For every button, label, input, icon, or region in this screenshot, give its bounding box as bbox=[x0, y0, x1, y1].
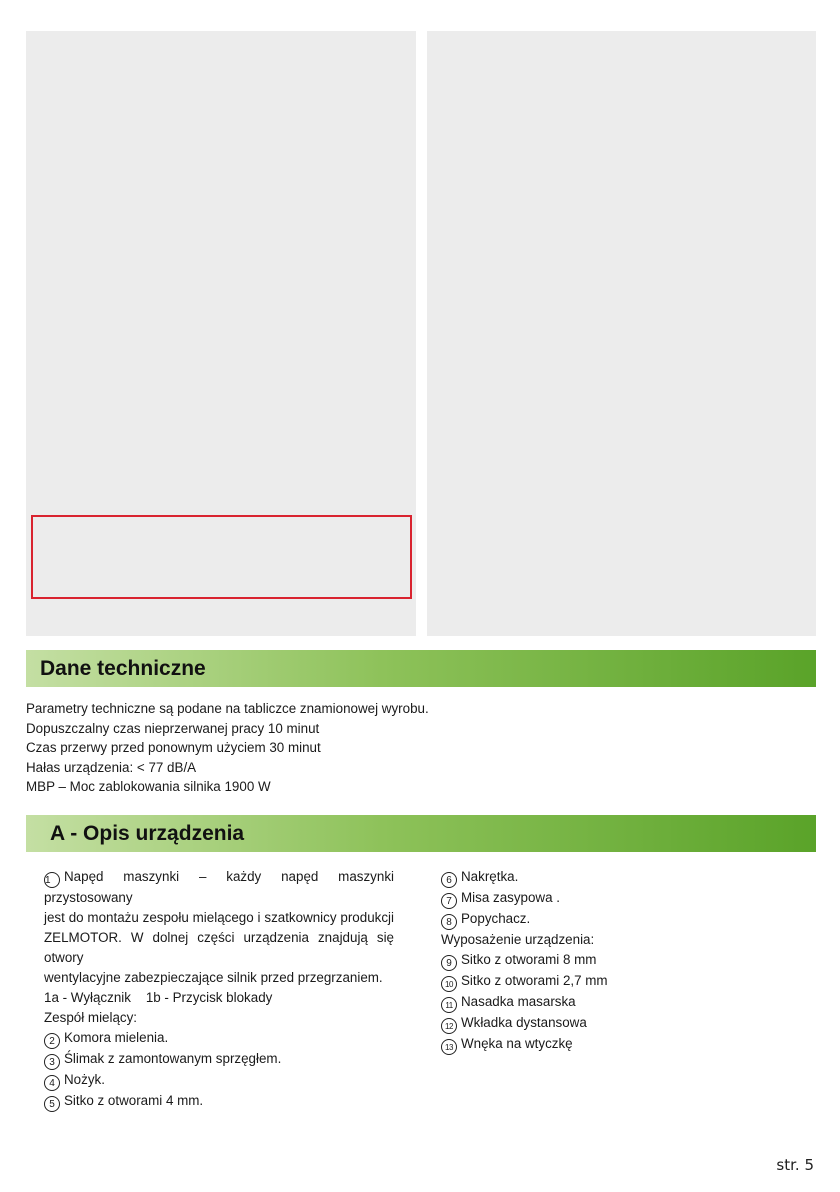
number-marker: 5 bbox=[44, 1096, 60, 1112]
tech-line: Czas przerwy przed ponownym użyciem 30 minut bbox=[26, 740, 321, 755]
item-line: ZELMOTOR. W dolnej części urządzenia znajdują się otwory bbox=[44, 930, 394, 965]
item-line: wentylacyjne zabezpieczające silnik przed przegrzaniem. bbox=[44, 970, 383, 985]
number-marker: 13 bbox=[441, 1039, 457, 1055]
list-item: 13 Wnęka na wtyczkę bbox=[441, 1034, 801, 1055]
list-item: 9 Sitko z otworami 8 mm bbox=[441, 950, 801, 971]
list-item: 6 Nakrętka. bbox=[441, 867, 801, 888]
list-item: 4 Nożyk. bbox=[44, 1070, 394, 1091]
number-marker: 9 bbox=[441, 955, 457, 971]
section-header-dane bbox=[26, 650, 816, 687]
list-item: 10 Sitko z otworami 2,7 mm bbox=[441, 971, 801, 992]
page-number: str. 5 bbox=[776, 1156, 814, 1174]
list-item: 11 Nasadka masarska bbox=[441, 992, 801, 1013]
list-item: 12 Wkładka dystansowa bbox=[441, 1013, 801, 1034]
number-marker: 10 bbox=[441, 976, 457, 992]
number-marker: 12 bbox=[441, 1018, 457, 1034]
list-item: 3 Ślimak z zamontowanym sprzęgłem. bbox=[44, 1049, 394, 1070]
tech-line: MBP – Moc zablokowania silnika 1900 W bbox=[26, 779, 271, 794]
number-marker: 4 bbox=[44, 1075, 60, 1091]
number-marker: 11 bbox=[441, 997, 457, 1013]
warning-box bbox=[31, 515, 412, 599]
tech-line: Dopuszczalny czas nieprzerwanej pracy 10 minut bbox=[26, 720, 320, 736]
number-marker: 2 bbox=[44, 1033, 60, 1049]
section-title: Dane techniczne bbox=[40, 657, 206, 680]
description-left-column bbox=[44, 867, 394, 1112]
illustration-panel-right bbox=[427, 31, 816, 636]
technical-data bbox=[26, 699, 429, 797]
list-item: 7 Misa zasypowa . bbox=[441, 888, 801, 909]
list-item: 2 Komora mielenia. bbox=[44, 1028, 394, 1049]
list-item: 8 Popychacz. bbox=[441, 909, 801, 930]
equipment-label: Wyposażenie urządzenia: bbox=[441, 932, 595, 947]
section-header-opis bbox=[26, 815, 816, 852]
number-marker: 8 bbox=[441, 914, 457, 930]
group-label: Zespół mielący: bbox=[44, 1010, 138, 1025]
item-line: jest do montażu zespołu mielącego i szatkownicy produkcji bbox=[44, 910, 394, 925]
description-right-column bbox=[441, 867, 801, 1055]
switch-line: 1a - Wyłącznik 1b - Przycisk blokady bbox=[44, 990, 273, 1005]
number-marker: 7 bbox=[441, 893, 457, 909]
number-marker: 3 bbox=[44, 1054, 60, 1070]
number-marker: 1 bbox=[44, 872, 60, 888]
tech-line: Parametry techniczne są podane na tabliczce znamionowej wyrobu. bbox=[26, 701, 429, 716]
list-item: 5 Sitko z otworami 4 mm. bbox=[44, 1091, 394, 1112]
section-title: A - Opis urządzenia bbox=[50, 822, 245, 845]
number-marker: 6 bbox=[441, 872, 457, 888]
item-line: 1 Napęd maszynki – każdy napęd maszynki przystosowany bbox=[44, 869, 394, 905]
tech-line: Hałas urządzenia: < 77 dB/A bbox=[26, 759, 197, 775]
